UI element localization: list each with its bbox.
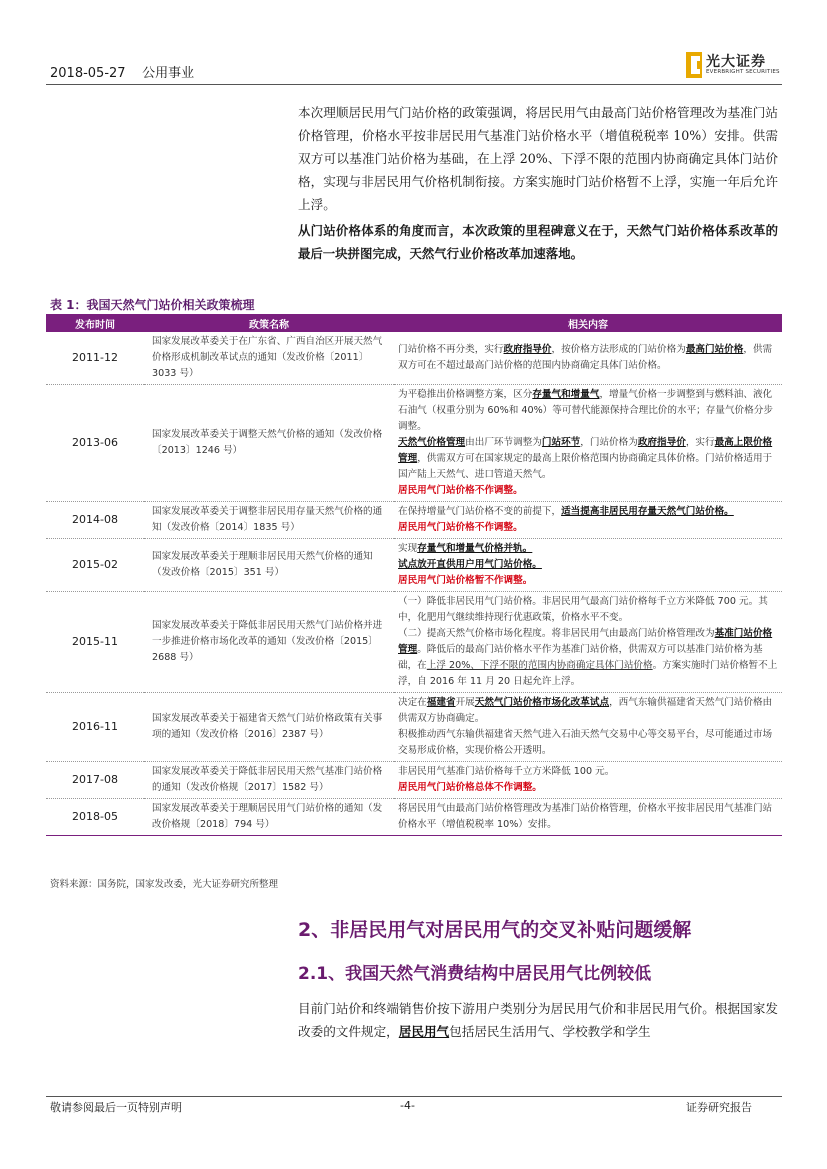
row-content (394, 539, 782, 592)
content-text: 。降低后的最高门站价格水平作为基准门站价格，供需双方可以基准门站价格为基础，在 (398, 644, 763, 671)
content-red-note: 居民用气门站价格不作调整。 (398, 485, 523, 496)
content-key-term: 存量气和增量气价格并轨。 (417, 543, 533, 554)
row-date: 2016-11 (46, 693, 144, 762)
content-line (398, 695, 778, 727)
content-text: 。方案实施时门站价格暂不上浮，自 2016 年 11 月 20 日起允许上浮。 (398, 660, 778, 687)
footer-report-type: 证券研究报告 (686, 1101, 752, 1114)
footer-disclaimer: 敬请参阅最后一页特别声明 (50, 1101, 182, 1114)
content-line (398, 541, 778, 557)
row-policy-name: 国家发展改革委关于调整天然气价格的通知（发改价格〔2013〕1246 号） (144, 385, 394, 502)
row-policy-name: 国家发展改革委关于福建省天然气门站价格政策有关事项的通知（发改价格〔2016〕2387 号） (144, 693, 394, 762)
content-text: ，供需双方可在不超过最高门站价格的范围内协商确定具体门站价格。 (398, 344, 773, 371)
table-row (46, 539, 782, 592)
section-text: 包括居民生活用气、学校教学和学生 (449, 1024, 651, 1039)
content-line: 积极推动西气东输供福建省天然气进入石油天然气交易中心等交易平台，尽可能通过市场交易形成价格，实现价格公开透明。 (398, 729, 773, 756)
row-content (394, 502, 782, 539)
logo-mark-icon (686, 52, 702, 78)
content-line (398, 387, 778, 435)
logo-english-name: EVERBRIGHT SECURITIES (706, 69, 780, 75)
column-header-date: 发布时间 (46, 314, 144, 332)
row-date: 2014-08 (46, 502, 144, 539)
column-header-policy: 政策名称 (144, 314, 394, 332)
content-line (398, 626, 778, 690)
emphasis-paragraph: 从门站价格体系的角度而言，本次政策的里程碑意义在于，天然气门站价格体系改革的最后一块拼图完成，天然气行业价格改革加速落地。 (298, 223, 778, 261)
row-content (394, 332, 782, 385)
column-header-content: 相关内容 (394, 314, 782, 332)
header-date-sector (50, 62, 194, 81)
content-line (398, 504, 778, 520)
table-row (46, 592, 782, 693)
content-text: 实现 (398, 543, 418, 554)
content-key-term: 政府指导价 (503, 344, 552, 355)
table-row (46, 502, 782, 539)
content-red-note: 居民用气门站价格不作调整。 (398, 522, 523, 533)
row-policy-name: 国家发展改革委关于理顺居民用气门站价格的通知（发改价格规〔2018〕794 号） (144, 799, 394, 836)
row-policy-name: 国家发展改革委关于调整非居民用存量天然气价格的通知（发改价格〔2014〕1835 号） (144, 502, 394, 539)
policy-table (46, 314, 782, 836)
content-line (398, 557, 778, 573)
content-key-term: 福建省 (426, 697, 456, 708)
content-key-term: 门站环节 (541, 437, 581, 448)
intro-paragraph: 本次理顺居民用气门站价格的政策强调，将居民用气由最高门站价格管理改为基准门站价格管理，价格水平按非居民用气基准门站价格水平（增值税税率 10%）安排。供需双方可以基准门站价格为基础，在上浮 20%、下浮不限的范围内协商确定具体门站价格，实现与非居民用气价格机制衔接。方案实施时门站价格暂不上浮，实施一年后允许上浮。 (298, 105, 778, 212)
row-content (394, 385, 782, 502)
content-underlined-term: 上浮 20%、下浮不限的范围内协商确定具体门站价格 (426, 660, 653, 671)
content-key-term: 天然气价格管理 (398, 437, 466, 448)
content-line: 非居民用气基准门站价格每千立方米降低 100 元。 (398, 766, 615, 777)
row-policy-name: 国家发展改革委关于在广东省、广西自治区开展天然气价格形成机制改革试点的通知（发改价格〔2011〕3033 号） (144, 332, 394, 385)
row-policy-name: 国家发展改革委关于降低非居民用天然气门站价格并进一步推进价格市场化改革的通知（发改价格〔2015〕2688 号） (144, 592, 394, 693)
content-key-term: 最高上限价格管理 (398, 437, 773, 464)
row-policy-name: 国家发展改革委关于理顺非居民用天然气价格的通知（发改价格〔2015〕351 号） (144, 539, 394, 592)
row-date: 2018-05 (46, 799, 144, 836)
content-text: ，按价格方法形成的门站价格为 (551, 344, 686, 355)
section-paragraph (298, 997, 778, 1043)
table-row (46, 332, 782, 385)
content-text: ，增量气价格一步调整到与燃料油、液化石油气（权重分别为 60%和 40%）等可替代能源保持合理比价的水平；存量气价格分步调整。 (398, 389, 773, 432)
content-red-note: 居民用气门站价格总体不作调整。 (398, 782, 542, 793)
content-key-term: 试点放开直供用户用气门站价格。 (398, 559, 542, 570)
section-heading: 2、非居民用气对居民用气的交叉补贴问题缓解 (298, 919, 692, 941)
table-header-row (46, 314, 782, 332)
content-key-term: 基准门站价格管理 (398, 628, 773, 655)
footer-divider (46, 1096, 782, 1097)
table-title: 表 1：我国天然气门站价相关政策梳理 (50, 298, 255, 312)
content-text: 在保持增量气门站价格不变的前提下， (398, 506, 562, 517)
row-policy-name: 国家发展改革委关于降低非居民用天然气基准门站价格的通知（发改价格规〔2017〕1582 号） (144, 762, 394, 799)
content-text: ，实行 (685, 437, 715, 448)
content-text: （二）提高天然气价格市场化程度。将非居民用气由最高门站价格管理改为 (398, 628, 715, 639)
row-date: 2013-06 (46, 385, 144, 502)
content-key-term: 存量气和增量气 (532, 389, 600, 400)
page-number: -4- (400, 1099, 415, 1112)
content-key-term: 最高门站价格 (685, 344, 744, 355)
table-row (46, 799, 782, 836)
content-key-term: 政府指导价 (637, 437, 686, 448)
row-content: 将居民用气由最高门站价格管理改为基准门站价格管理，价格水平按非居民用气基准门站价格水平（增值税税率 10%）安排。 (394, 799, 782, 836)
table-source-note: 资料来源：国务院，国家发改委，光大证券研究所整理 (50, 879, 279, 890)
header-divider (46, 84, 782, 85)
report-date: 2018-05-27 (50, 66, 126, 81)
table-row (46, 693, 782, 762)
content-text: 由出厂环节调整为 (465, 437, 542, 448)
content-line: （一）降低非居民用气门站价格。非居民用气最高门站价格每千立方米降低 700 元。其中，化肥用气继续维持现行优惠政策，价格水平不变。 (398, 596, 768, 623)
row-date: 2015-02 (46, 539, 144, 592)
report-sector: 公用事业 (142, 66, 195, 81)
row-date: 2011-12 (46, 332, 144, 385)
row-content (394, 592, 782, 693)
content-text: 决定在 (398, 697, 427, 708)
table-row (46, 385, 782, 502)
content-text: ，西气东输供福建省天然气门站价格由供需双方协商确定。 (398, 697, 773, 724)
row-date: 2017-08 (46, 762, 144, 799)
content-text: ，供需双方可在国家规定的最高上限价格范围内协商确定具体价格。门站价格适用于国产陆上天然气、进口管道天然气。 (398, 453, 773, 480)
content-text: ，门站价格为 (580, 437, 638, 448)
company-logo (686, 52, 782, 80)
row-content (394, 762, 782, 799)
row-date: 2015-11 (46, 592, 144, 693)
content-key-term: 天然气门站价格市场化改革试点 (474, 697, 610, 708)
content-text: 开展 (455, 697, 475, 708)
row-content (394, 693, 782, 762)
content-text: 门站价格不再分类，实行 (398, 344, 504, 355)
content-line (398, 435, 778, 483)
content-key-term: 适当提高非居民用存量天然气门站价格。 (561, 506, 734, 517)
content-red-note: 居民用气门站价格暂不作调整。 (398, 575, 533, 586)
section-key-term: 居民用气 (398, 1024, 450, 1039)
logo-chinese-name: 光大证券 (706, 54, 766, 70)
content-text: 为平稳推出价格调整方案，区分 (398, 389, 533, 400)
table-row (46, 762, 782, 799)
section-text: 目前门站价和终端销售价按下游用户类别分为居民用气价和非居民用气价。根据国家发改委的文件规定， (298, 1001, 778, 1039)
subsection-heading: 2.1、我国天然气消费结构中居民用气比例较低 (298, 964, 652, 984)
